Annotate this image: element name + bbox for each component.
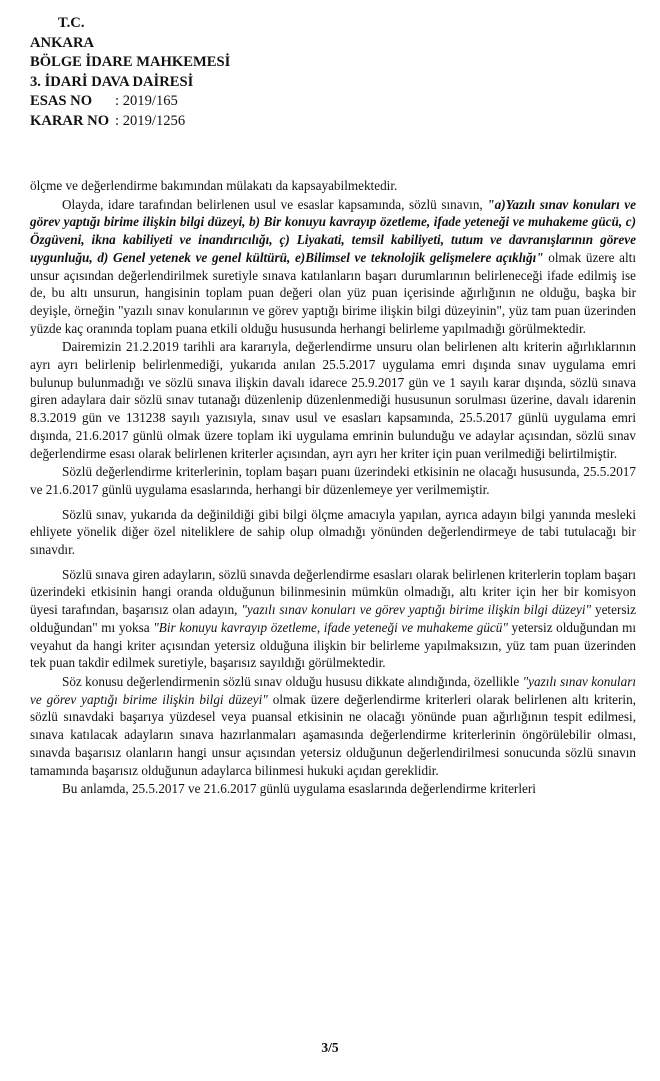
header-tc: T.C. [58, 15, 85, 31]
header-court: BÖLGE İDARE MAHKEMESİ [30, 54, 231, 71]
paragraph-7 [30, 673, 636, 779]
esas-label: ESAS NO [30, 93, 93, 110]
paragraph-6 [30, 566, 636, 672]
karar-label: KARAR NO [30, 112, 110, 129]
page-number: 3/5 [321, 1040, 339, 1055]
paragraph-2 [30, 196, 636, 338]
paragraph-6-quote-1: "yazılı sınav konuları ve görev yaptığı birime ilişkin bilgi düzeyi" [241, 602, 592, 618]
paragraph-3: Dairemizin 21.2.2019 tarihli ara kararıyla, değerlendirme unsuru olan belirlenen altı kriterin ağırlıklarının ayrı ayrı belirlenip belirlenmediği, yukarıda anılan 25.5.2017 uygulama emri dışında sınav uygulama emri bulunup bulunmadığı ve sözlü sınava ilişkin davalı idarece 25.9.2017 gün ve 1 sayılı karar dışında, sözlü sınava giren adaylara dair sözlü sınav tutanağı düzenlenip düzenlenmediği hususunun sorulması üzerine, davalı idarenin 8.3.2019 gün ve 131238 sayılı yazısıyla, sınav usul ve esasları kapsamında, 25.5.2017 günlü uygulama emri dışında, 21.6.2017 günlü olmak üzere toplam iki uygulama emrinin bulunduğu ve adaylar açısından, sözlü sınav değerlendirme esası olarak belirlenen kriterler açısından, ayrı ayrı her kriter için puan verilmediği belirtilmiştir. [30, 339, 636, 461]
paragraph-2-criteria: "a)Yazılı sınav konuları ve görev yaptığı birime ilişkin bilgi düzeyi, b) Bir konuyu kavrayıp özetleme, ifade yeteneği ve muhakeme gücü, c) Özgüveni, ikna kabiliyeti ve inandırıcılığı, ç) Liyakati, temsil kabiliyeti, tutum ve davranışlarının göreve uygunluğu, d) Genel yetenek ve genel kültürü, e)Bilimsel ve teknolojik gelişmelere açıklığı" [30, 196, 637, 265]
paragraph-8: Bu anlamda, 25.5.2017 ve 21.6.2017 günlü uygulama esaslarında değerlendirme kriterleri [62, 781, 536, 797]
document-header [30, 14, 230, 132]
paragraph-6-intro: Sözlü sınava giren adayların, sözlü sınavda değerlendirme esasları olarak belirlenen kriterlerin toplam başarı üzerindeki etkisinin hangi oranda olduğunun bilinmesinin mümkün olmadığı, altı kriter için her bir komisyon üyesi tarafından, başarısız olan adayın, [30, 566, 636, 618]
paragraph-7-rest: olmak üzere değerlendirme kriterleri olarak belirlenen altı kriterin, sözlü sınavdaki başarıya yüzdesel veya puansal etkisinin ne olacağı yönünde puan ağırlığının tespit edilmesi, sınava katılacak adayların sınava hazırlanmaları aşamasında değerlendirme kriterlerinin öngörülebilir olması, sınavda başarısız olanların hangi unsur açısından yetersiz olduğunun değerlendirilmesi sonucunda sözlü sınavın tamamında başarısız olduğunun adaylarca bilinmesi hukuki açıdan gereklidir. [30, 691, 636, 778]
paragraph-7-quote: "yazılı sınav konuları ve görev yaptığı birime ilişkin bilgi düzeyi" [30, 673, 636, 707]
paragraph-6-rest: yetersiz olduğundan mı veyahut da hangi kriter açısından yetersiz olduğuna ilişkin bir belirleme yapılmaksızın, yüz tam puan üzerinden tek puan takdir edilmek suretiyle, başarısız sayıldığı görülmektedir. [30, 619, 636, 671]
header-chamber: 3. İDARİ DAVA DAİRESİ [30, 73, 194, 90]
paragraph-7-intro: Söz konusu değerlendirmenin sözlü sınav olduğu hususu dikkate alındığında, özellikle [62, 673, 523, 689]
header-city: ANKARA [30, 34, 95, 51]
paragraph-6-quote-2: "Bir konuyu kavrayıp özetleme, ifade yeteneği ve muhakeme gücü" [153, 619, 508, 635]
karar-value: : 2019/1256 [115, 112, 186, 129]
esas-row [30, 92, 230, 112]
paragraph-2-intro: Olayda, idare tarafından belirlenen usul ve esaslar kapsamında, sözlü sınavın, [62, 196, 488, 212]
paragraph-6-mid: yetersiz olduğundan" mı yoksa [30, 602, 636, 635]
paragraph-1: ölçme ve değerlendirme bakımından mülakatı da kapsayabilmektedir. [30, 178, 398, 193]
paragraph-2-rest: olmak üzere altı unsur açısından değerlendirilmek suretiyle sınava katılanların başarı durumlarının belirleneceği ifade edilmiş ise de, bu altı unsurun, hangisinin toplam puan değeri olan yüz puan içerisinde ağırlığının ne olduğu, başka bir deyişle, örneğin "yazılı sınav konularının ve görev yaptığı birime ilişkin bilgi düzeyinin", yüz tam puan üzerinden yüzde kaç oranında toplam puana etkili olduğu hususunda herhangi belirleme yapılmadığı görülmektedir. [30, 249, 636, 336]
paragraph-4: Sözlü değerlendirme kriterlerinin, toplam başarı puanı üzerindeki etkisinin ne olacağı hususunda, 25.5.2017 ve 21.6.2017 günlü uygulama esaslarında, herhangi bir düzenlemeye yer verilmemiştir. [30, 464, 636, 497]
esas-value: : 2019/165 [115, 93, 178, 110]
karar-row [30, 112, 230, 132]
document-body [30, 177, 636, 799]
paragraph-5: Sözlü sınav, yukarıda da değinildiği gibi bilgi ölçme amacıyla yapılan, ayrıca adayın bilgi yanında mesleki ehliyete yönelik diğer özel niteliklere de sahip olup olmadığı yönünden değerlendirmeye de tabi tutulacağı bir sınavdır. [30, 506, 636, 558]
